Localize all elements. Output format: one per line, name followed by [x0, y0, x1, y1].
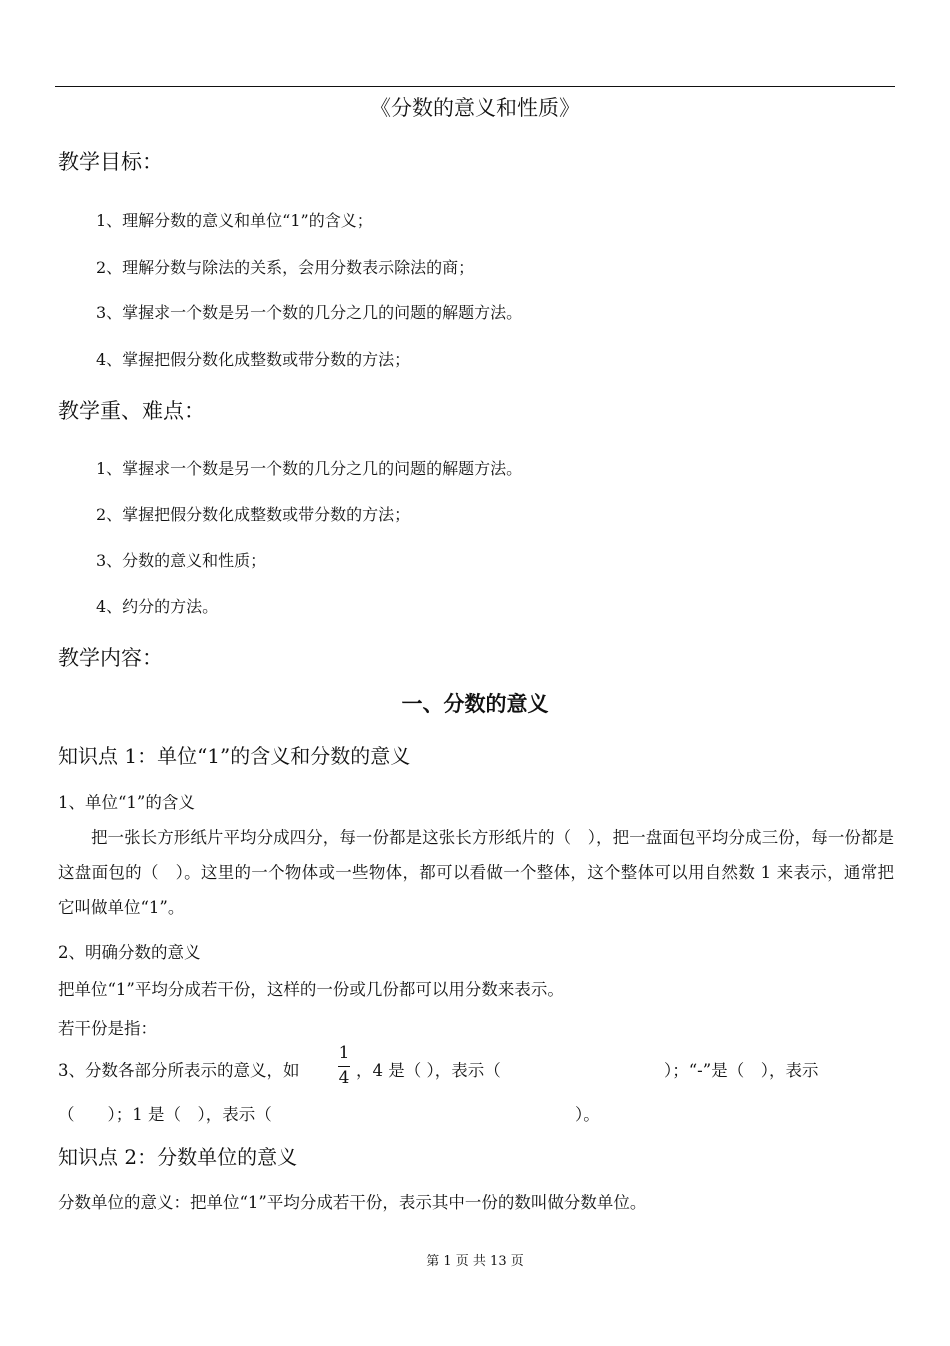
paragraph-fraction-meaning: 把单位“1”平均分成若干份，这样的一份或几份都可以用分数来表示。	[58, 980, 564, 999]
document-title: 《分数的意义和性质》	[370, 96, 580, 120]
question-3-line2: （ ）；1 是（ ），表示（	[58, 1105, 272, 1124]
key-point-item: 1、掌握求一个数是另一个数的几分之几的问题的解题方法。	[96, 459, 523, 478]
paragraph-several-parts: 若干份是指：	[58, 1019, 157, 1038]
key-point-item: 2、掌握把假分数化成整数或带分数的方法；	[96, 505, 411, 524]
fraction-numerator: 1	[338, 1043, 350, 1063]
paragraph-unit-one: 把一张长方形纸片平均分成四分，每一份都是这张长方形纸片的（ ），把一盘面包平均分成三份，每一份都是这盘面包的（ ）。这里的一个物体或一些物体，都可以看做一个整体，这个整体可以用自然数 1 来表示，通常把它叫做单位“1”。	[58, 828, 894, 917]
subheading-fraction-meaning: 2、明确分数的意义	[58, 943, 201, 962]
page-footer: 第 1 页 共 13 页	[426, 1254, 524, 1269]
key-point-item: 3、分数的意义和性质；	[96, 551, 267, 570]
objective-item: 1、理解分数的意义和单位“1”的含义；	[96, 211, 373, 230]
question-3-prefix: 3、分数各部分所表示的意义，如	[58, 1061, 300, 1080]
objective-item: 3、掌握求一个数是另一个数的几分之几的问题的解题方法。	[96, 303, 523, 322]
question-3-part2: ）；“-”是（ ），表示	[664, 1061, 819, 1080]
key-point-item: 4、约分的方法。	[96, 597, 219, 616]
question-3-part1: ，4 是（ ），表示（	[356, 1061, 501, 1080]
objective-item: 4、掌握把假分数化成整数或带分数的方法；	[96, 350, 411, 369]
key-points-heading: 教学重、难点：	[58, 399, 205, 423]
content-heading: 教学内容：	[58, 646, 163, 670]
section-title: 一、分数的意义	[401, 691, 549, 716]
header-rule	[55, 86, 895, 87]
objectives-heading: 教学目标：	[58, 150, 163, 174]
paragraph-fraction-unit: 分数单位的意义：把单位“1”平均分成若干份，表示其中一份的数叫做分数单位。	[58, 1193, 647, 1212]
knowledge-point-2-heading: 知识点 2：分数单位的意义	[58, 1145, 298, 1169]
fraction-bar	[338, 1066, 350, 1067]
knowledge-point-1-heading: 知识点 1：单位“1”的含义和分数的意义	[58, 744, 411, 768]
question-3-line2-end: ）。	[575, 1105, 600, 1124]
subheading-unit-one: 1、单位“1”的含义	[58, 793, 195, 812]
fraction-denominator: 4	[338, 1068, 350, 1088]
objective-item: 2、理解分数与除法的关系，会用分数表示除法的商；	[96, 258, 475, 277]
